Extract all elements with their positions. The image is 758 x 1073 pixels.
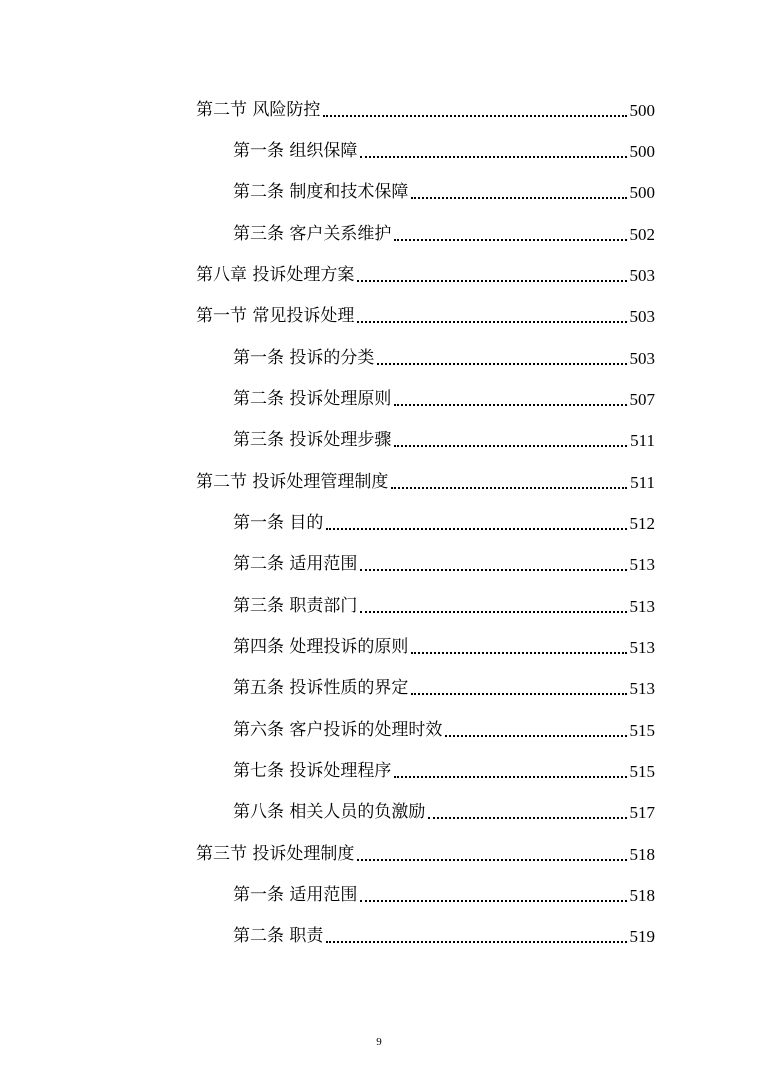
toc-entry-page: 500 [629,141,655,161]
toc-dot-leader [428,817,626,819]
toc-entry-title: 第七条 投诉处理程序 [233,760,392,781]
toc-dot-leader [357,859,626,861]
toc-entry-title: 第二条 适用范围 [233,553,358,574]
toc-entry-page: 500 [629,182,655,202]
toc-dot-leader [360,156,626,158]
toc-entry[interactable] [233,670,655,706]
toc-entry-title: 第二条 职责 [233,925,324,946]
toc-entry-title: 第一条 目的 [233,512,324,533]
toc-entry-page: 518 [629,885,655,905]
toc-entry-page: 513 [629,554,655,574]
toc-entry-title: 第五条 投诉性质的界定 [233,677,409,698]
toc-entry-page: 507 [629,389,655,409]
toc-entry-page: 503 [629,265,655,285]
toc-entry[interactable] [233,133,655,169]
toc-dot-leader [357,321,626,323]
toc-dot-leader [411,693,626,695]
toc-entry-title: 第八章 投诉处理方案 [196,264,355,285]
toc-dot-leader [394,445,627,447]
toc-entry-page: 502 [629,224,655,244]
toc-entry-page: 513 [629,678,655,698]
toc-entry-title: 第四条 处理投诉的原则 [233,636,409,657]
toc-entry[interactable] [196,92,655,128]
toc-entry-page: 503 [629,306,655,326]
toc-entry[interactable] [196,298,655,334]
toc-dot-leader [360,900,626,902]
toc-entry-page: 500 [629,100,655,120]
toc-entry-title: 第二条 投诉处理原则 [233,388,392,409]
toc-entry-page: 513 [629,637,655,657]
toc-dot-leader [391,487,627,489]
toc-dot-leader [394,404,626,406]
toc-dot-leader [323,115,626,117]
toc-entry-title: 第一条 组织保障 [233,140,358,161]
toc-entry-title: 第三条 投诉处理步骤 [233,429,392,450]
toc-dot-leader [445,735,626,737]
toc-entry[interactable] [233,877,655,913]
toc-entry-title: 第三条 客户关系维护 [233,223,392,244]
toc-entry-page: 515 [629,761,655,781]
toc-dot-leader [360,611,626,613]
toc-entry[interactable] [233,753,655,789]
toc-entry-page: 518 [629,844,655,864]
toc-entry-title: 第一条 适用范围 [233,884,358,905]
toc-entry-title: 第三条 职责部门 [233,595,358,616]
toc-entry[interactable] [196,257,655,293]
toc-entry-title: 第八条 相关人员的负激励 [233,801,426,822]
toc-dot-leader [326,941,626,943]
toc-dot-leader [377,363,626,365]
toc-entry[interactable] [233,216,655,252]
toc-entry[interactable] [233,712,655,748]
toc-dot-leader [394,776,626,778]
toc-dot-leader [394,239,626,241]
toc-entry[interactable] [233,794,655,830]
toc-dot-leader [360,569,626,571]
toc-entry-title: 第二节 投诉处理管理制度 [196,471,389,492]
toc-entry-page: 515 [629,720,655,740]
toc-entry-page: 513 [629,596,655,616]
toc-entry-page: 511 [630,472,655,492]
toc-entry-title: 第一节 常见投诉处理 [196,305,355,326]
toc-entry[interactable] [233,546,655,582]
toc-entry[interactable] [233,340,655,376]
toc-entry-title: 第六条 客户投诉的处理时效 [233,719,443,740]
toc-entry-page: 517 [629,802,655,822]
toc-entry-page: 511 [630,430,655,450]
toc-entry-title: 第一条 投诉的分类 [233,347,375,368]
toc-entry[interactable] [233,629,655,665]
toc-dot-leader [357,280,626,282]
toc-entry-title: 第二条 制度和技术保障 [233,181,409,202]
toc-entry[interactable] [233,422,655,458]
toc-dot-leader [326,528,626,530]
toc-entry-title: 第二节 风险防控 [196,99,321,120]
toc-dot-leader [411,197,626,199]
toc-entry[interactable] [196,836,655,872]
toc-entry[interactable] [233,381,655,417]
toc-entry-page: 512 [629,513,655,533]
toc-entry[interactable] [233,505,655,541]
toc-entry[interactable] [233,588,655,624]
toc-entry[interactable] [233,174,655,210]
toc-entry-title: 第三节 投诉处理制度 [196,843,355,864]
toc-entry-page: 519 [629,926,655,946]
toc-entry-page: 503 [629,348,655,368]
toc-entry[interactable] [233,918,655,954]
toc-entry[interactable] [196,464,655,500]
page-number: 9 [376,1036,382,1048]
toc-dot-leader [411,652,626,654]
